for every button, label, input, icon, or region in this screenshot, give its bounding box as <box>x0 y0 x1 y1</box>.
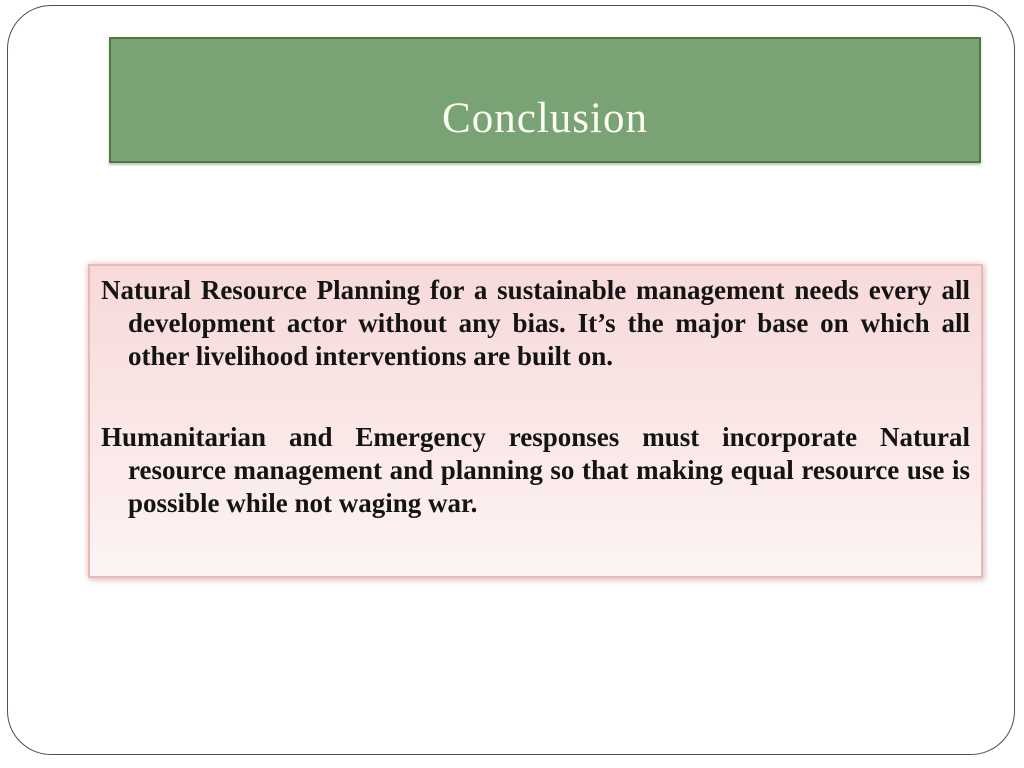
slide-title: Conclusion <box>442 94 648 142</box>
slide <box>7 5 1015 755</box>
paragraph-humanitarian-emergency: Humanitarian and Emergency responses must incorporate Natural resource management and planning so that making equal resource use is possible while not waging war. <box>101 422 970 518</box>
conclusion-text-box <box>88 264 983 578</box>
title-bar <box>109 37 981 163</box>
paragraph-natural-resource-planning: Natural Resource Planning for a sustainable management needs every all development actor without any bias. It’s the major base on which all other livelihood interventions are built on. <box>101 275 970 371</box>
